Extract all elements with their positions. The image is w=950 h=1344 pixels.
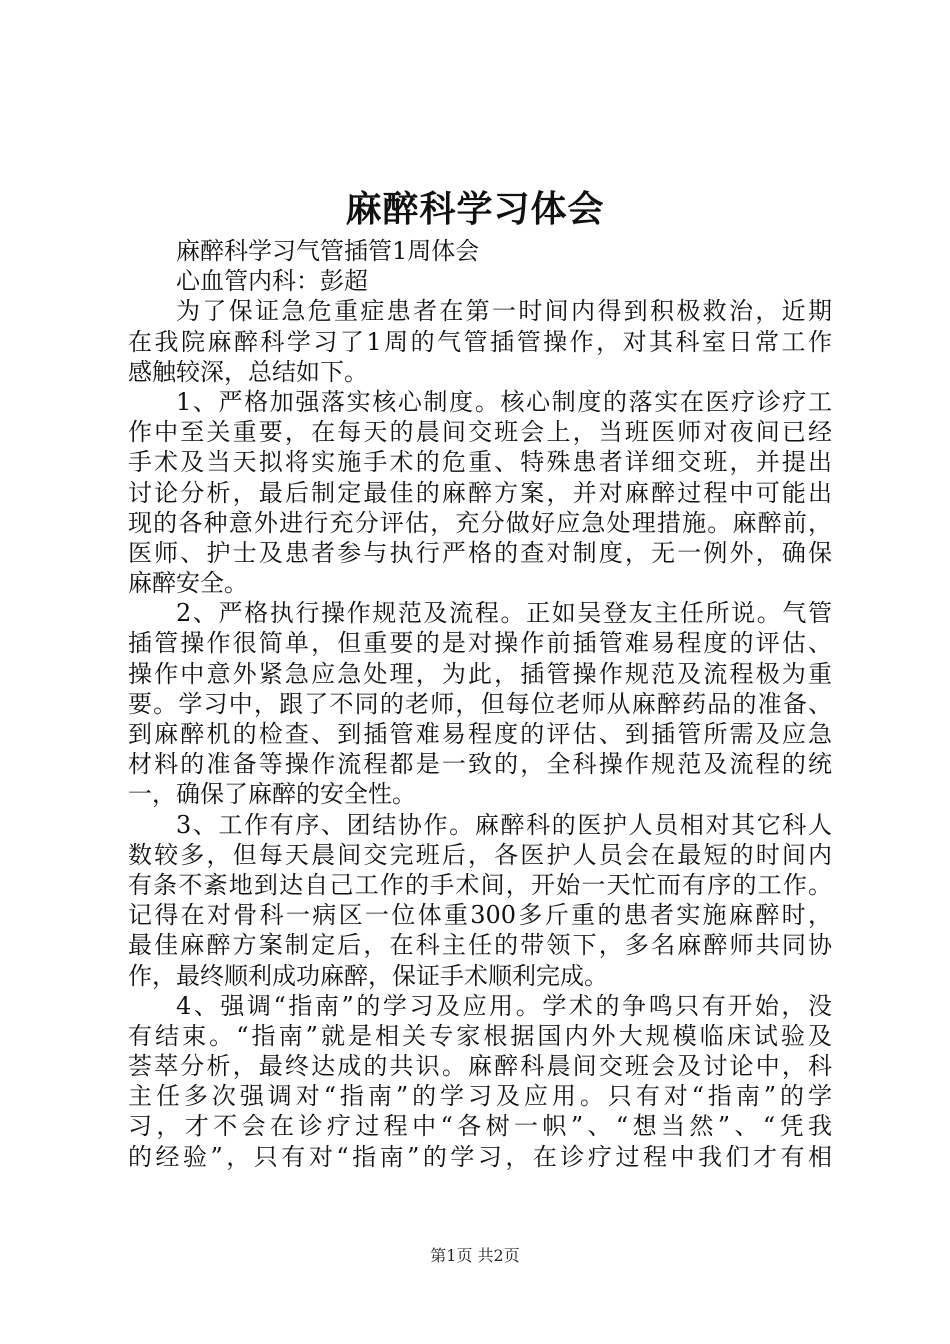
page-footer: 第1页 共2页 [430,1246,520,1265]
text-line: 有结束。“指南”就是相关专家根据国内外大规模临床试验及 [128,1021,832,1050]
text-line: 插管操作很简单，但重要的是对操作前插管难易程度的评估、 [128,629,832,658]
text-line: 有条不紊地到达自己工作的手术间，开始一天忙而有序的工作。 [128,870,832,899]
text-line: 数较多，但每天晨间交完班后，各医护人员会在最短的时间内 [128,840,832,869]
text-line: 作中至关重要，在每天的晨间交班会上，当班医师对夜间已经 [128,418,832,447]
text-line: 讨论分析，最后制定最佳的麻醉方案，并对麻醉过程中可能出 [128,478,832,507]
text-line: 麻醉安全。 [128,569,248,598]
text-line: 一，确保了麻醉的安全性。 [128,780,416,809]
text-line: 习，才不会在诊疗过程中“各树一帜”、“想当然”、“凭我 [128,1112,832,1141]
document-title: 麻醉科学习体会 [345,188,605,230]
text-line: 荟萃分析，最终达成的共识。麻醉科晨间交班会及讨论中，科 [128,1052,832,1081]
text-line: 4、强调“指南”的学习及应用。学术的争鸣只有开始，没 [176,991,832,1020]
text-line: 现的各种意外进行充分评估，充分做好应急处理措施。麻醉前， [128,508,832,537]
text-line: 心血管内科：彭超 [176,267,368,296]
text-line: 3、工作有序、团结协作。麻醉科的医护人员相对其它科人 [176,810,832,839]
text-line: 手术及当天拟将实施手术的危重、特殊患者详细交班，并提出 [128,448,832,477]
document-body [128,236,832,1172]
text-line: 2、严格执行操作规范及流程。正如吴登友主任所说。气管 [176,599,832,628]
text-line: 感触较深，总结如下。 [128,357,368,386]
text-line: 最佳麻醉方案制定后，在科主任的带领下，多名麻醉师共同协 [128,931,832,960]
text-line: 材料的准备等操作流程都是一致的，全科操作规范及流程的统 [128,750,832,779]
text-line: 主任多次强调对“指南”的学习及应用。只有对“指南”的学 [128,1082,832,1111]
text-line: 医师、护士及患者参与执行严格的查对制度，无一例外，确保 [128,538,832,567]
text-line: 记得在对骨科一病区一位体重300多斤重的患者实施麻醉时， [128,901,832,930]
text-line: 1、严格加强落实核心制度。核心制度的落实在医疗诊疗工 [176,387,832,416]
text-line: 麻醉科学习气管插管1周体会 [176,237,480,265]
text-line: 在我院麻醉科学习了1周的气管插管操作，对其科室日常工作 [128,327,832,356]
text-line: 到麻醉机的检查、到插管难易程度的评估、到插管所需及应急 [128,720,832,748]
text-line: 作，最终顺利成功麻醉，保证手术顺利完成。 [128,961,608,990]
text-line: 操作中意外紧急应急处理，为此，插管操作规范及流程极为重 [128,659,832,688]
text-line: 要。学习中，跟了不同的老师，但每位老师从麻醉药品的准备、 [128,689,832,718]
text-line: 的经验”，只有对“指南”的学习，在诊疗过程中我们才有相 [128,1142,832,1171]
text-line: 为了保证急危重症患者在第一时间内得到积极救治，近期 [176,297,832,326]
